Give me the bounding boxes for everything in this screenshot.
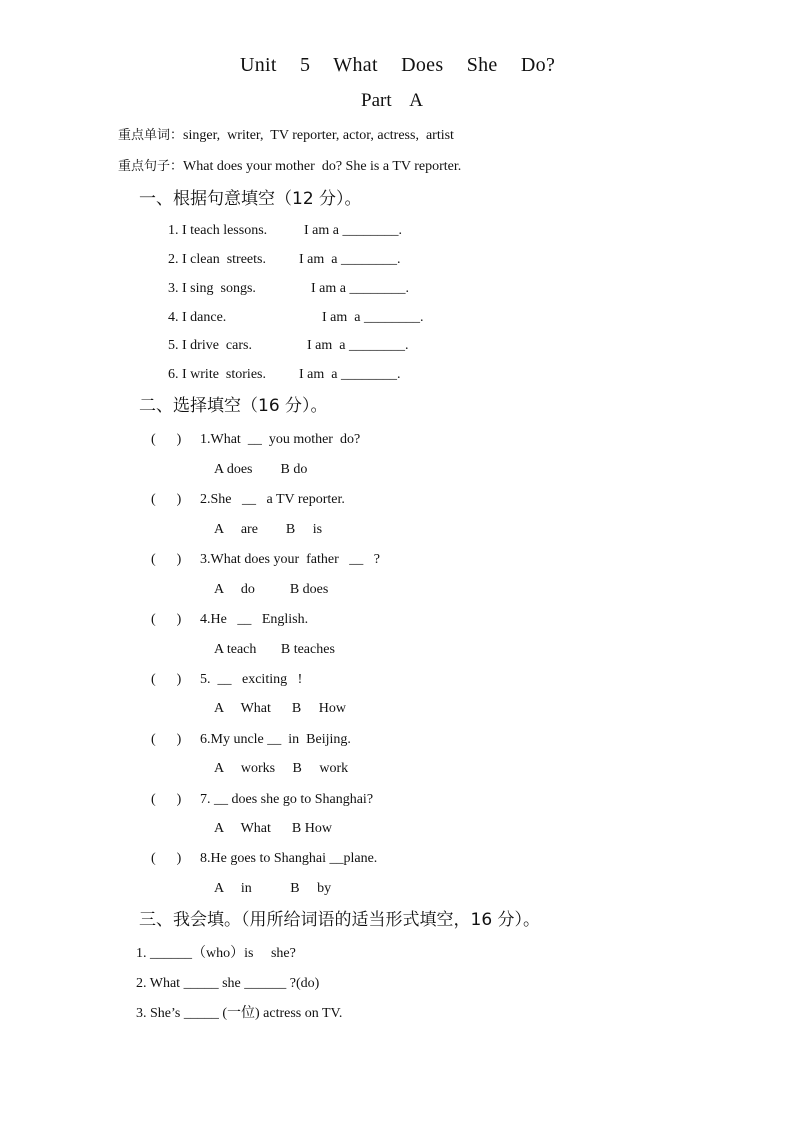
key-sentences: What does your mother do? She is a TV reporter. — [183, 159, 462, 174]
s1-item-5-right: I am a ________. — [307, 338, 409, 353]
s2-item-6-options: A works B work — [214, 761, 349, 776]
s2-item-2-options: A are B is — [214, 522, 323, 537]
s2-item-6-paren[interactable]: ( ) — [151, 732, 182, 747]
s2-item-5-paren[interactable]: ( ) — [151, 672, 182, 687]
s1-item-3-right: I am a ________. — [311, 281, 409, 296]
s3-item-1: 1. ______（who）is she? — [136, 946, 296, 961]
key-sentences-label: 重点句子： — [118, 159, 184, 174]
page-title: Unit 5 What Does She Do? — [240, 54, 556, 76]
key-words-label: 重点单词： — [118, 128, 184, 143]
key-sentences-line — [118, 160, 461, 174]
s2-item-3-paren[interactable]: ( ) — [151, 552, 182, 567]
s2-item-4-options: A teach B teaches — [214, 642, 335, 657]
s2-item-3-question: 3.What does your father __ ? — [200, 552, 380, 567]
s2-item-8-paren[interactable]: ( ) — [151, 851, 182, 866]
s1-item-2-left: 2. I clean streets. — [168, 252, 266, 267]
s2-item-7-paren[interactable]: ( ) — [151, 792, 182, 807]
s2-item-4-question: 4.He __ English. — [200, 612, 309, 627]
s1-item-4-right: I am a ________. — [322, 310, 424, 325]
s3-item-3: 3. She’s _____ (一位) actress on TV. — [136, 1006, 343, 1021]
page-subtitle: Part A — [361, 90, 424, 111]
section1-heading: 一、根据句意填空（12 分）。 — [139, 189, 362, 209]
s1-item-1-right: I am a ________. — [304, 223, 402, 238]
s2-item-2-question: 2.She __ a TV reporter. — [200, 492, 345, 507]
s2-item-6-question: 6.My uncle __ in Beijing. — [200, 732, 351, 747]
section2-heading: 二、选择填空（16 分）。 — [139, 396, 328, 416]
s3-item-2: 2. What _____ she ______ ?(do) — [136, 976, 320, 991]
s1-item-1-left: 1. I teach lessons. — [168, 223, 268, 238]
s2-item-5-question: 5. __ exciting ! — [200, 672, 303, 687]
s2-item-7-options: A What B How — [214, 821, 332, 836]
key-words: singer, writer, TV reporter, actor, actress, artist — [183, 128, 454, 143]
s2-item-2-paren[interactable]: ( ) — [151, 492, 182, 507]
s1-item-5-left: 5. I drive cars. — [168, 338, 252, 353]
s2-item-1-paren[interactable]: ( ) — [151, 432, 182, 447]
s1-item-2-right: I am a ________. — [299, 252, 401, 267]
s1-item-4-left: 4. I dance. — [168, 310, 227, 325]
s2-item-4-paren[interactable]: ( ) — [151, 612, 182, 627]
s1-item-6-right: I am a ________. — [299, 367, 401, 382]
s2-item-5-options: A What B How — [214, 701, 346, 716]
s2-item-7-question: 7. __ does she go to Shanghai? — [200, 792, 374, 807]
s1-item-3-left: 3. I sing songs. — [168, 281, 256, 296]
s2-item-8-options: A in B by — [214, 881, 332, 896]
s1-item-6-left: 6. I write stories. — [168, 367, 266, 382]
key-words-line — [118, 129, 454, 143]
s2-item-8-question: 8.He goes to Shanghai __plane. — [200, 851, 378, 866]
section3-heading: 三、我会填。（用所给词语的适当形式填空，16 分）。 — [139, 910, 541, 930]
s2-item-1-options: A does B do — [214, 462, 308, 477]
s2-item-3-options: A do B does — [214, 582, 329, 597]
s2-item-1-question: 1.What __ you mother do? — [200, 432, 361, 447]
